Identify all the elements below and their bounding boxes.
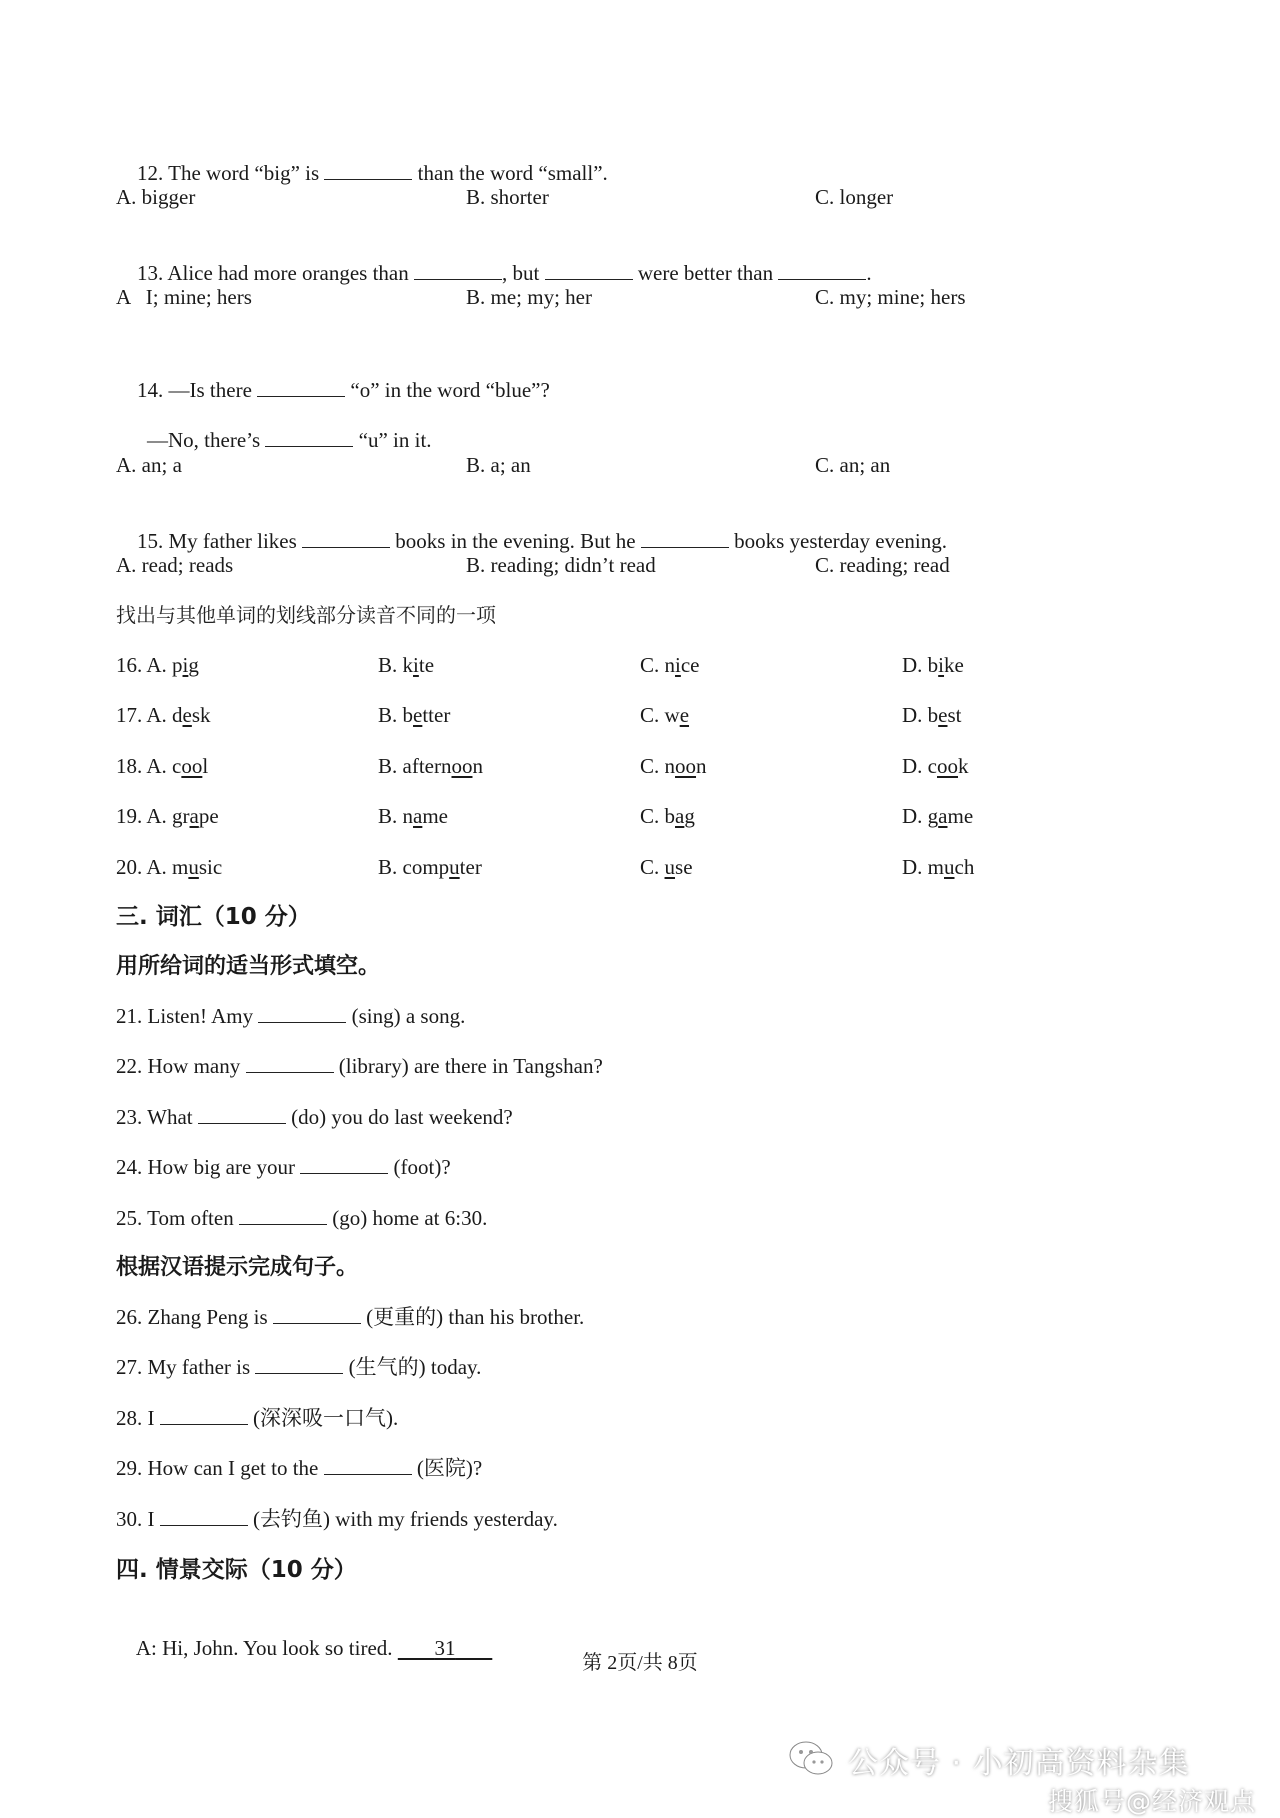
answer-blank: [641, 529, 729, 548]
section-3-instruction-2: 根据汉语提示完成句子。: [116, 1255, 359, 1280]
phonics-instruction: 找出与其他单词的划线部分读音不同的一项: [116, 603, 496, 627]
section-4-heading: 四. 情景交际（10 分）: [116, 1557, 357, 1583]
q14-reply-a: —No, there’s: [147, 428, 266, 452]
word-part: g: [188, 653, 199, 677]
answer-blank: [160, 1406, 248, 1425]
answer-blank: [257, 378, 345, 397]
word-part: pe: [198, 804, 219, 829]
phonics-18-option-d: [902, 753, 969, 779]
word-part: sk: [191, 703, 211, 728]
word-part: D. b: [902, 703, 939, 728]
question-number: 19. A.: [116, 804, 173, 829]
underlined-letters: a: [938, 804, 948, 829]
vocab-item: [116, 1104, 513, 1130]
q12-option-b: B. shorter: [466, 185, 549, 209]
word-part: p: [172, 653, 183, 677]
item-text-after: (sing) a song.: [346, 1004, 466, 1028]
phonics-20-option-b: [378, 854, 482, 880]
phonics-17-option-c: [640, 702, 689, 728]
underlined-letters: oo: [451, 753, 473, 778]
underlined-letters: u: [188, 854, 199, 879]
item-text-before: 23. What: [116, 1104, 198, 1129]
item-text-after: (更重的) than his brother.: [360, 1305, 585, 1329]
word-part: me: [947, 804, 974, 829]
item-text-after: (深深吸一口气).: [247, 1405, 399, 1430]
word-part: B. k: [378, 653, 414, 677]
watermark-sohu: 搜狐号@经济观点: [1048, 1787, 1257, 1816]
underlined-letters: oo: [675, 753, 697, 778]
word-part: B. n: [378, 804, 414, 829]
underlined-letters: a: [413, 804, 423, 829]
vocab-item: [116, 1205, 487, 1231]
item-text-before: 30. I: [116, 1506, 160, 1531]
q14-stem-b: “o” in the word “blue”?: [345, 378, 550, 402]
phonics-17-option-a: [116, 702, 211, 728]
word-part: C. n: [640, 653, 676, 677]
item-text-before: 21. Listen! Amy: [116, 1004, 259, 1028]
underlined-letters: i: [413, 653, 419, 677]
word-part: B. aftern: [378, 753, 452, 778]
blank-number: 31: [434, 1636, 456, 1660]
translate-item: [116, 1455, 482, 1481]
word-part: ch: [954, 854, 975, 879]
q12-stem-a: 12. The word “big” is: [137, 161, 325, 185]
question-number: 20. A.: [116, 854, 173, 879]
q15-stem-b: books in the evening. But he: [390, 529, 641, 553]
q13-stem-d: .: [866, 261, 872, 285]
vocab-item: [116, 1154, 451, 1180]
question-number: 16. A.: [116, 653, 173, 677]
underlined-letters: e: [938, 703, 948, 728]
item-text-before: 29. How can I get to the: [116, 1456, 324, 1481]
word-part: B. b: [378, 703, 414, 728]
word-part: D. b: [902, 653, 939, 677]
item-text-before: 28. I: [116, 1405, 160, 1430]
item-text-after: (library) are there in Tangshan?: [333, 1054, 603, 1079]
translate-item: [116, 1354, 481, 1380]
q12-stem-b: than the word “small”.: [412, 161, 608, 185]
answer-blank: [778, 261, 866, 280]
word-part: ke: [944, 653, 964, 677]
underlined-letters: oo: [937, 753, 958, 778]
phonics-20-option-a: [116, 854, 222, 880]
word-part: l: [202, 753, 209, 778]
word-part: C. n: [640, 753, 676, 778]
phonics-16-option-a: [116, 652, 199, 678]
word-part: n: [472, 753, 483, 778]
word-part: C. w: [640, 703, 680, 728]
q12-option-a: A. bigger: [116, 185, 196, 209]
phonics-17-option-d: [902, 702, 962, 728]
answer-blank: [160, 1507, 248, 1526]
q13-option-b: B. me; my; her: [466, 285, 592, 309]
answer-blank: [302, 529, 390, 548]
underlined-letters: a: [189, 804, 199, 829]
dialogue-text: A: Hi, John. You look so tired.: [135, 1636, 398, 1660]
word-part: C.: [640, 854, 665, 879]
q13-option-a: A I; mine; hers: [116, 285, 252, 309]
phonics-16-option-d: [902, 652, 964, 678]
item-text-before: 26. Zhang Peng is: [116, 1305, 273, 1329]
item-text-after: (foot)?: [388, 1155, 451, 1180]
phonics-19-option-c: [640, 803, 695, 829]
answer-blank: [246, 1054, 334, 1073]
underlined-letters: a: [675, 804, 685, 829]
item-text-before: 22. How many: [116, 1054, 246, 1079]
answer-blank: [198, 1105, 286, 1124]
translate-item: [116, 1405, 398, 1431]
item-text-before: 27. My father is: [116, 1355, 256, 1380]
answer-blank: [239, 1206, 327, 1225]
phonics-20-option-d: [902, 854, 974, 880]
phonics-19-option-a: [116, 803, 219, 829]
underlined-letters: i: [182, 653, 189, 677]
page-number: 第 2页/共 8页: [582, 1652, 698, 1674]
item-text-after: (do) you do last weekend?: [285, 1104, 513, 1129]
phonics-17-option-b: [378, 702, 450, 728]
word-part: me: [422, 804, 448, 829]
phonics-16-option-c: [640, 652, 700, 678]
word-part: te: [418, 653, 435, 677]
section-3-heading: 三. 词汇（10 分）: [116, 904, 311, 930]
phonics-19-option-b: [378, 803, 448, 829]
vocab-item: [116, 1053, 603, 1079]
answer-blank: [545, 261, 633, 280]
q14-option-a: A. an; a: [116, 453, 182, 477]
word-part: B. comp: [378, 854, 450, 879]
item-text-before: 24. How big are your: [116, 1155, 301, 1180]
underlined-letters: u: [449, 854, 460, 879]
underlined-letters: u: [944, 854, 955, 879]
answer-blank: [255, 1355, 343, 1374]
q14-option-c: C. an; an: [815, 453, 891, 477]
q13-stem-c: were better than: [632, 261, 779, 285]
phonics-18-option-c: [640, 753, 707, 779]
underlined-letters: e: [679, 703, 690, 728]
word-part: gr: [172, 804, 190, 829]
word-part: g: [684, 804, 695, 829]
answer-blank: [273, 1305, 361, 1324]
underlined-letters: e: [182, 703, 192, 728]
underlined-letters: e: [413, 703, 423, 728]
q15-option-a: A. read; reads: [116, 553, 234, 577]
answer-blank: [300, 1155, 388, 1174]
word-part: k: [958, 753, 969, 778]
word-part: m: [172, 854, 189, 879]
q13-stem-a: 13. Alice had more oranges than: [137, 261, 414, 285]
q15-stem-a: 15. My father likes: [137, 529, 303, 553]
q15-option-c: C. reading; read: [815, 553, 950, 577]
wechat-icon: [788, 1740, 834, 1776]
q14-reply-b: “u” in it.: [353, 428, 432, 452]
answer-blank: [324, 161, 412, 180]
translate-item: [116, 1304, 584, 1330]
word-part: D. c: [902, 753, 937, 778]
question-number: 17. A.: [116, 703, 173, 728]
q13-stem-b: , but: [502, 261, 545, 285]
word-part: C. b: [640, 804, 676, 829]
answer-blank: [414, 261, 502, 280]
q13-option-c: C. my; mine; hers: [815, 285, 966, 309]
word-part: sic: [198, 854, 223, 879]
vocab-item: [116, 1003, 465, 1029]
q14-option-b: B. a; an: [466, 453, 531, 477]
question-number: 18. A.: [116, 753, 173, 778]
word-part: c: [172, 753, 182, 778]
underlined-letters: u: [664, 854, 676, 879]
phonics-16-option-b: [378, 652, 434, 678]
q14-stem-a: 14. —Is there: [137, 378, 258, 402]
word-part: tter: [422, 703, 451, 728]
underlined-letters: i: [675, 653, 681, 677]
answer-blank: [324, 1456, 412, 1475]
word-part: ter: [459, 854, 482, 879]
word-part: d: [172, 703, 183, 728]
phonics-18-option-a: [116, 753, 208, 779]
item-text-after: (医院)?: [411, 1456, 483, 1481]
q12-option-c: C. longer: [815, 185, 894, 209]
q15-stem-c: books yesterday evening.: [728, 529, 947, 553]
word-part: D. m: [902, 854, 944, 879]
answer-blank: [258, 1004, 346, 1023]
item-text-after: (生气的) today.: [343, 1355, 482, 1380]
word-part: D. g: [902, 804, 939, 829]
phonics-18-option-b: [378, 753, 483, 779]
answer-blank: [265, 428, 353, 447]
watermark-wechat: 公众号 · 小初高资料杂集: [848, 1746, 1190, 1781]
underlined-letters: i: [938, 653, 945, 677]
section-3-instruction-1: 用所给词的适当形式填空。: [116, 954, 381, 979]
underlined-letters: oo: [181, 753, 203, 778]
item-text-after: (go) home at 6:30.: [326, 1205, 488, 1230]
item-text-before: 25. Tom often: [116, 1205, 239, 1230]
word-part: ce: [680, 653, 700, 677]
word-part: se: [675, 854, 693, 879]
word-part: n: [696, 753, 707, 778]
q15-option-b: B. reading; didn’t read: [466, 553, 656, 577]
word-part: st: [947, 703, 962, 728]
translate-item: [116, 1506, 558, 1532]
phonics-19-option-d: [902, 803, 973, 829]
phonics-20-option-c: [640, 854, 693, 880]
item-text-after: (去钓鱼) with my friends yesterday.: [247, 1506, 558, 1531]
